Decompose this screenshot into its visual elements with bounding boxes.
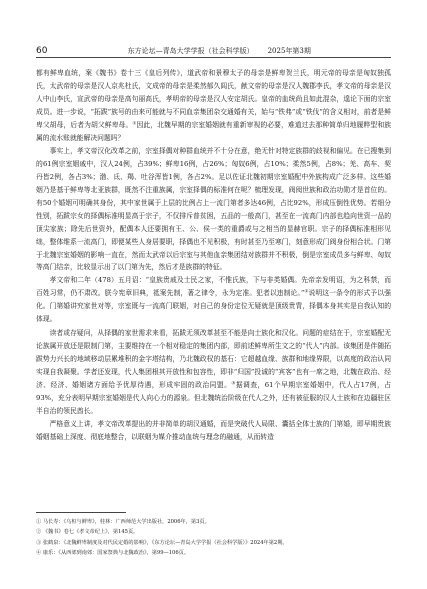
paragraph xyxy=(36,418,391,444)
journal-name: 东方论坛—青岛大学学报（社会科学版） xyxy=(127,47,254,55)
header-rule xyxy=(36,57,391,58)
footnote: ② 《魏书》卷七《孝文帝纪上》，第145页。 xyxy=(36,529,139,536)
article-body xyxy=(36,67,391,444)
paragraph-text: 孝文帝和二年（478）五月诏：“皇族贵戚及士民之家，不惟氏族，下与非类婚偶。先帝亲发明诏，为之科禁，而百姓习常，仍不肃改。朕今宪章旧典，祗案先制，著之律令，永为定准。犯者以违制论。” xyxy=(36,276,391,298)
footnote: ① 马长寿：《乌桓与鲜卑》，桂林：广西师范大学出版社，2006年，第3页。 xyxy=(36,519,210,525)
footnote: ③ 张鹤泉：《北魏鲜卑制度及对代民定婚的影响》，《东方论坛—青岛大学学报（社会科学版）》2024年第2期。 xyxy=(36,539,288,546)
paragraph xyxy=(36,274,391,326)
paragraph xyxy=(36,67,391,145)
paragraph-text: 据调查，61个早期宗室婚姻中，代人占17例，占93%，充分表明早期宗室婚姻是代人向心力的源泉。但北魏统治阶级在代人之外，还有被征服的汉人士族和在边疆驻区半自治的领民酋长。 xyxy=(36,380,391,415)
paragraph-text: 都有鲜卑血统，案《魏书》卷十三《皇后列传》，道武帝和景穆太子的母亲是鲜卑贺兰氏，明元帝的母亲是匈奴独孤氏，太武帝的母亲是汉人京兆杜氏，文成帝的母亲是柔然郁久闾氏，献文帝的母亲是汉人魏郡李氏，孝文帝的母亲是汉人中山李氏，宣武帝的母亲是高句丽高氏，孝明帝的母亲是汉人安定胡氏。皇帝的血统尚且如此混杂，遑论下面的宗室成员。进一步说，“拓跋”族号的由来可能就与不同血亲集团杂交通婚有关，始与“铁弗”或“铁伐”的含义相对，前者是鲜卑父胡母，后者为胡父鲜卑母。 xyxy=(36,69,391,130)
paragraph-text: 事实上，孝文帝汉化改革之前，宗室择偶对种群血统并不十分在意，绝无针对特定族群的歧视和偏见。在已搜集到的61例宗室姻戚中，汉人24例，占39%；鲜卑16例，占26%；匈奴6例，占10%；柔然5例，占8%；羌、高车、契丹皆2例，各占3%；渤、氐、羯、吐谷浑皆1例，各占2%。足以佐证北魏初期宗室婚配中外族构成广泛多样。这些婚姻乃是基于鲜卑等北亚族群，既然不注重族属，宗室择偶的标准何在呢？梳理发现，阀阅世族和政治功勋才是首位的。有50个婚姻可明确其身份，其中家世属于上层的比例占上一流门第者多达46例，占比92%，形成压倒性优势。若细分性别，拓跋宗女的择偶标准明显高于宗子，不仅排斥普贫困，五品的一般高门，甚至在一流高门内部也趋向世资一品的顶尖家族；除先后世资外，配偶本人还要拥有王、公、侯一类的重爵或与之相当的显赫官职。宗子的择偶标准相形见绌，整体维系一流高门，即便某些人身居要职，择偶也不见积极，有时甚至乃至寒门，刻意形成门阀身份相合状。门第于北魏宗室婚姻的影响一直在，然而太武帝以后宗室与其他血亲集团结对族群并不积极，倒是宗室成员多与鲜卑、匈奴等高门结亲，比较显示出了以门第为先，然后才是族群的特征。 xyxy=(36,147,391,272)
footnote-marker: ② xyxy=(304,289,309,295)
journal-title xyxy=(47,46,391,56)
footnote-marker: ③ xyxy=(231,381,236,387)
running-header xyxy=(36,40,391,56)
paragraph-text: 读者或存疑问，从择偶的家世需求来看，拓跋无须改革甚至不能是向士族化和汉化。问题的症结在于，宗室婚配无论族属开放还是限制门第，主要维持在一个相对稳定的集团内部，即前述鲜卑所生文之的“代人”内部。该集团是伴随拓跋势力兴长的地域移动层累堆积的金字塔结构，乃北魏政权的基石：它超越血缘、族群和地缘界限，以高度的政治认同实现自我凝聚。学者还发现，代人集团根其开放性和包容性，即非“归国”投诚的“宾客”也有一席之地，北魏在政治、经济、经济、婚姻诸方面给予优厚待遇，形成牢固的政治同盟。 xyxy=(36,328,391,389)
paragraph xyxy=(36,327,391,418)
footnote: ④ 康乐：《从西郊到南郊：国家祭典与北魏政治》，第99—106页。 xyxy=(36,550,190,557)
page-number: 60 xyxy=(36,46,48,56)
footnote-marker: ① xyxy=(132,121,137,127)
paragraph xyxy=(36,145,391,274)
footnote-rule xyxy=(36,512,126,513)
paragraph-text: 因此，北魏早期的宗室婚姻就有重新审视的必要，难道过去那种简单归地履粹型和族属的流水账就能解决问题吗？ xyxy=(36,121,391,143)
issue-label: 2025年第3期 xyxy=(267,47,311,55)
paragraph-text: 说明这一条令的形式予以强化。门第婚讲究家世对等，宗室既与一流高门联姻，对自己的身份定位无疑就是顶级贵胄，择偶本身其实是自我认知的体现。 xyxy=(36,289,391,324)
paragraph-text: 严格意义上讲，孝文帝改革提出的并非简单的胡汉通婚，而是突破代人局限、囊括全体士族的门第婚，即早期贵族婚姻基础上深度、彻底地整合，以联姻为媒介推动血统与理念的融通，从而转造 xyxy=(36,419,391,441)
footnotes xyxy=(36,517,391,559)
